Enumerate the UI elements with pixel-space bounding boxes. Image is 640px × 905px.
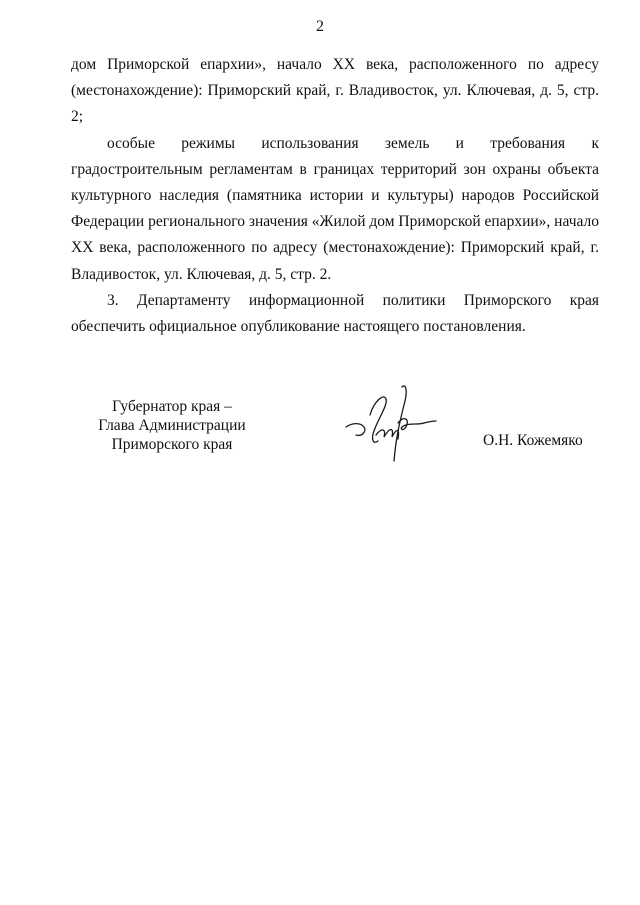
signer-position (82, 397, 262, 454)
signature-block (0, 397, 640, 477)
paragraph-continuation: дом Приморской епархии», начало XX века, расположенного по адресу (местонахождение): Приморский край, г. Владивосток, ул. Ключевая, д. 5, стр. 2; (71, 56, 599, 126)
signer-position-line: Губернатор края – (112, 398, 232, 415)
document-body (71, 52, 599, 340)
handwritten-signature (340, 375, 440, 465)
paragraph-item-3: 3. Департаменту информационной политики Приморского края обеспечить официальное опубликование настоящего постановления. (71, 291, 599, 336)
page-number: 2 (316, 18, 324, 35)
paragraph-special-regimes: особые режимы использования земель и требования к градостроительным регламентам в границах территорий зон охраны объекта культурного наследия (памятника истории и культуры) народов Российской Федерации регионального значения «Жилой дом Приморской епархии», начало XX века, расположенного по адресу (местонахождение): Приморский край, г. Владивосток, ул. Ключевая, д. 5, стр. 2. (71, 134, 600, 283)
signer-position-line: Приморского края (111, 436, 233, 453)
signer-position-line: Глава Администрации (98, 417, 246, 434)
signer-name: О.Н. Кожемяко (483, 432, 583, 449)
